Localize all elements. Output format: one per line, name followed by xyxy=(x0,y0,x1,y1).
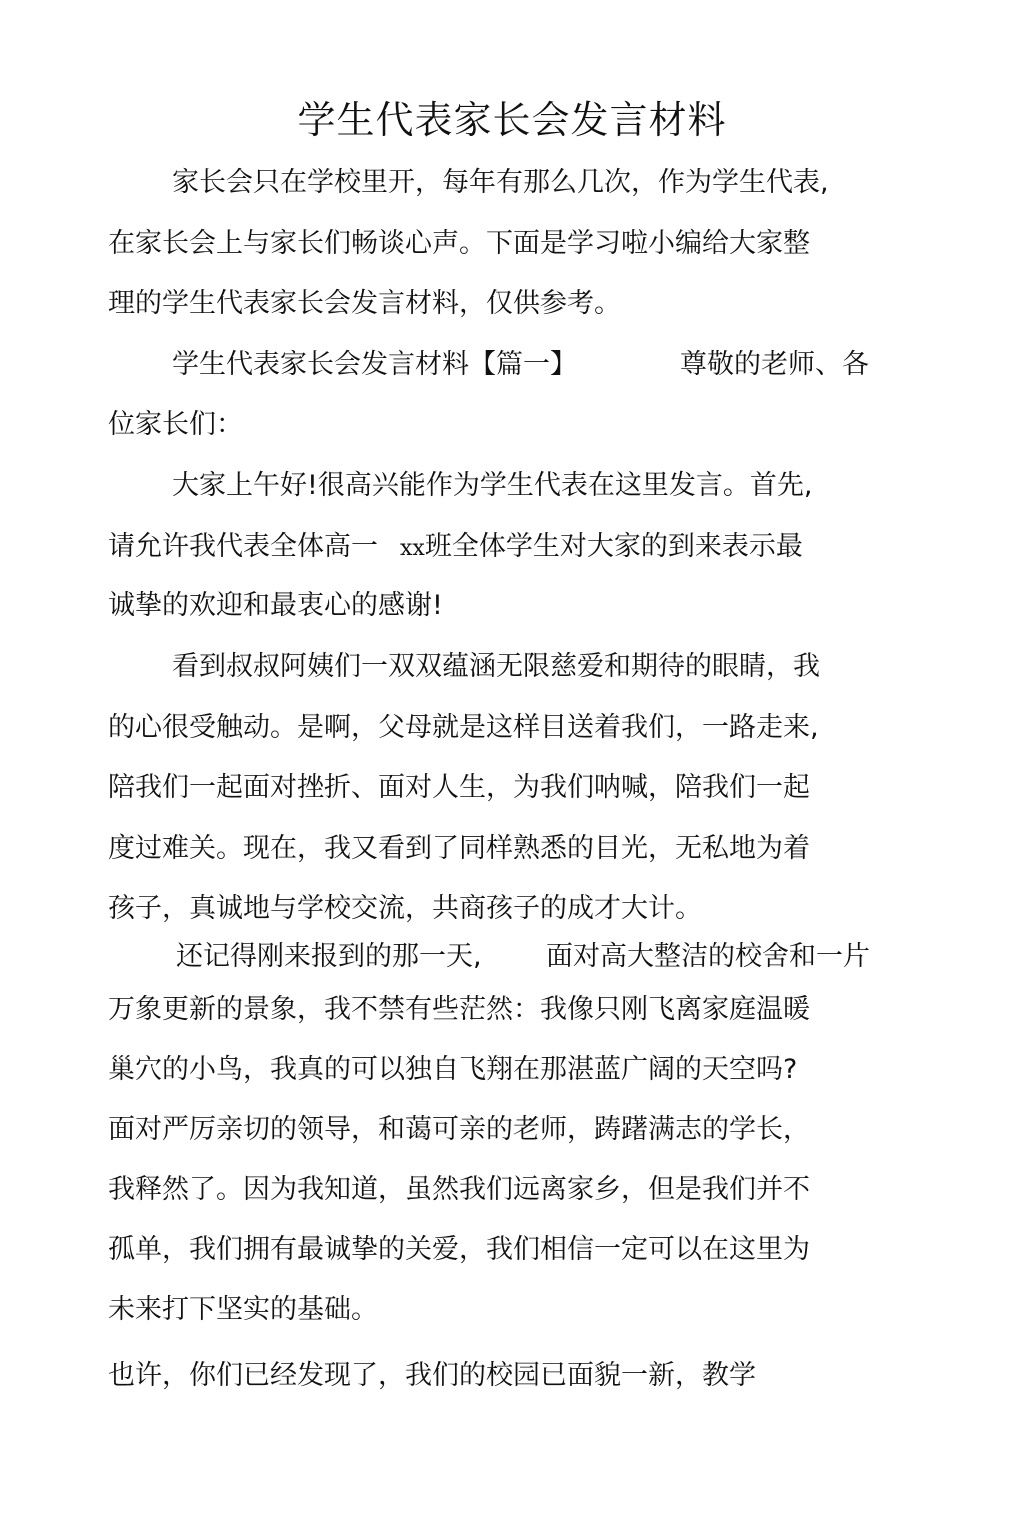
class-number-placeholder: xx xyxy=(400,536,425,561)
paragraph-1-line-3: 诚挚的欢迎和最衷心的感谢! xyxy=(108,590,443,621)
intro-line-1: 家长会只在学校里开，每年有那么几次，作为学生代表, xyxy=(172,167,829,198)
paragraph-2-line-4: 度过难关。现在，我又看到了同样熟悉的目光，无私地为着 xyxy=(108,833,810,864)
paragraph-1-line-2-end: 班全体学生对大家的到来表示最 xyxy=(424,531,803,562)
paragraph-4-line-1: 也许，你们已经发现了，我们的校园已面貌一新，教学 xyxy=(108,1360,756,1391)
paragraph-3-line-4: 面对严厉亲切的领导，和蔼可亲的老师，踌躇满志的学长， xyxy=(108,1114,810,1145)
intro-line-3: 理的学生代表家长会发言材料，仅供参考。 xyxy=(108,288,621,319)
paragraph-3-line-6: 孤单，我们拥有最诚挚的关爱，我们相信一定可以在这里为 xyxy=(108,1234,810,1265)
paragraph-3-line-2: 万象更新的景象，我不禁有些茫然：我像只刚飞离家庭温暖 xyxy=(108,994,810,1025)
document-title: 学生代表家长会发言材料 xyxy=(297,98,727,142)
paragraph-3-line-1-end: 面对高大整洁的校舍和一片 xyxy=(546,941,870,972)
paragraph-3-line-7: 未来打下坚实的基础。 xyxy=(108,1294,378,1325)
paragraph-2-line-2: 的心很受触动。是啊，父母就是这样目送着我们，一路走来, xyxy=(108,712,819,743)
paragraph-3-line-5: 我释然了。因为我知道，虽然我们远离家乡，但是我们并不 xyxy=(108,1174,810,1205)
paragraph-2-line-5: 孩子，真诚地与学校交流，共商孩子的成才大计。 xyxy=(108,893,702,924)
paragraph-3-line-1-start: 还记得刚来报到的那一天, xyxy=(176,941,482,972)
salutation-part-1: 尊敬的老师、各 xyxy=(680,349,869,380)
paragraph-1-line-2 xyxy=(108,527,803,567)
paragraph-2-line-3: 陪我们一起面对挫折、面对人生，为我们呐喊，陪我们一起 xyxy=(108,772,810,803)
paragraph-1-line-2-start: 请允许我代表全体高一 xyxy=(108,531,378,562)
salutation-part-2: 位家长们： xyxy=(108,409,243,440)
intro-line-2: 在家长会上与家长们畅谈心声。下面是学习啦小编给大家整 xyxy=(108,228,810,259)
section-heading: 学生代表家长会发言材料【篇一】 xyxy=(172,349,577,380)
paragraph-3-line-3: 巢穴的小鸟，我真的可以独自飞翔在那湛蓝广阔的天空吗? xyxy=(108,1054,798,1085)
paragraph-2-line-1: 看到叔叔阿姨们一双双蕴涵无限慈爱和期待的眼睛，我 xyxy=(172,651,820,682)
paragraph-1-line-1: 大家上午好!很高兴能作为学生代表在这里发言。首先, xyxy=(172,470,813,501)
